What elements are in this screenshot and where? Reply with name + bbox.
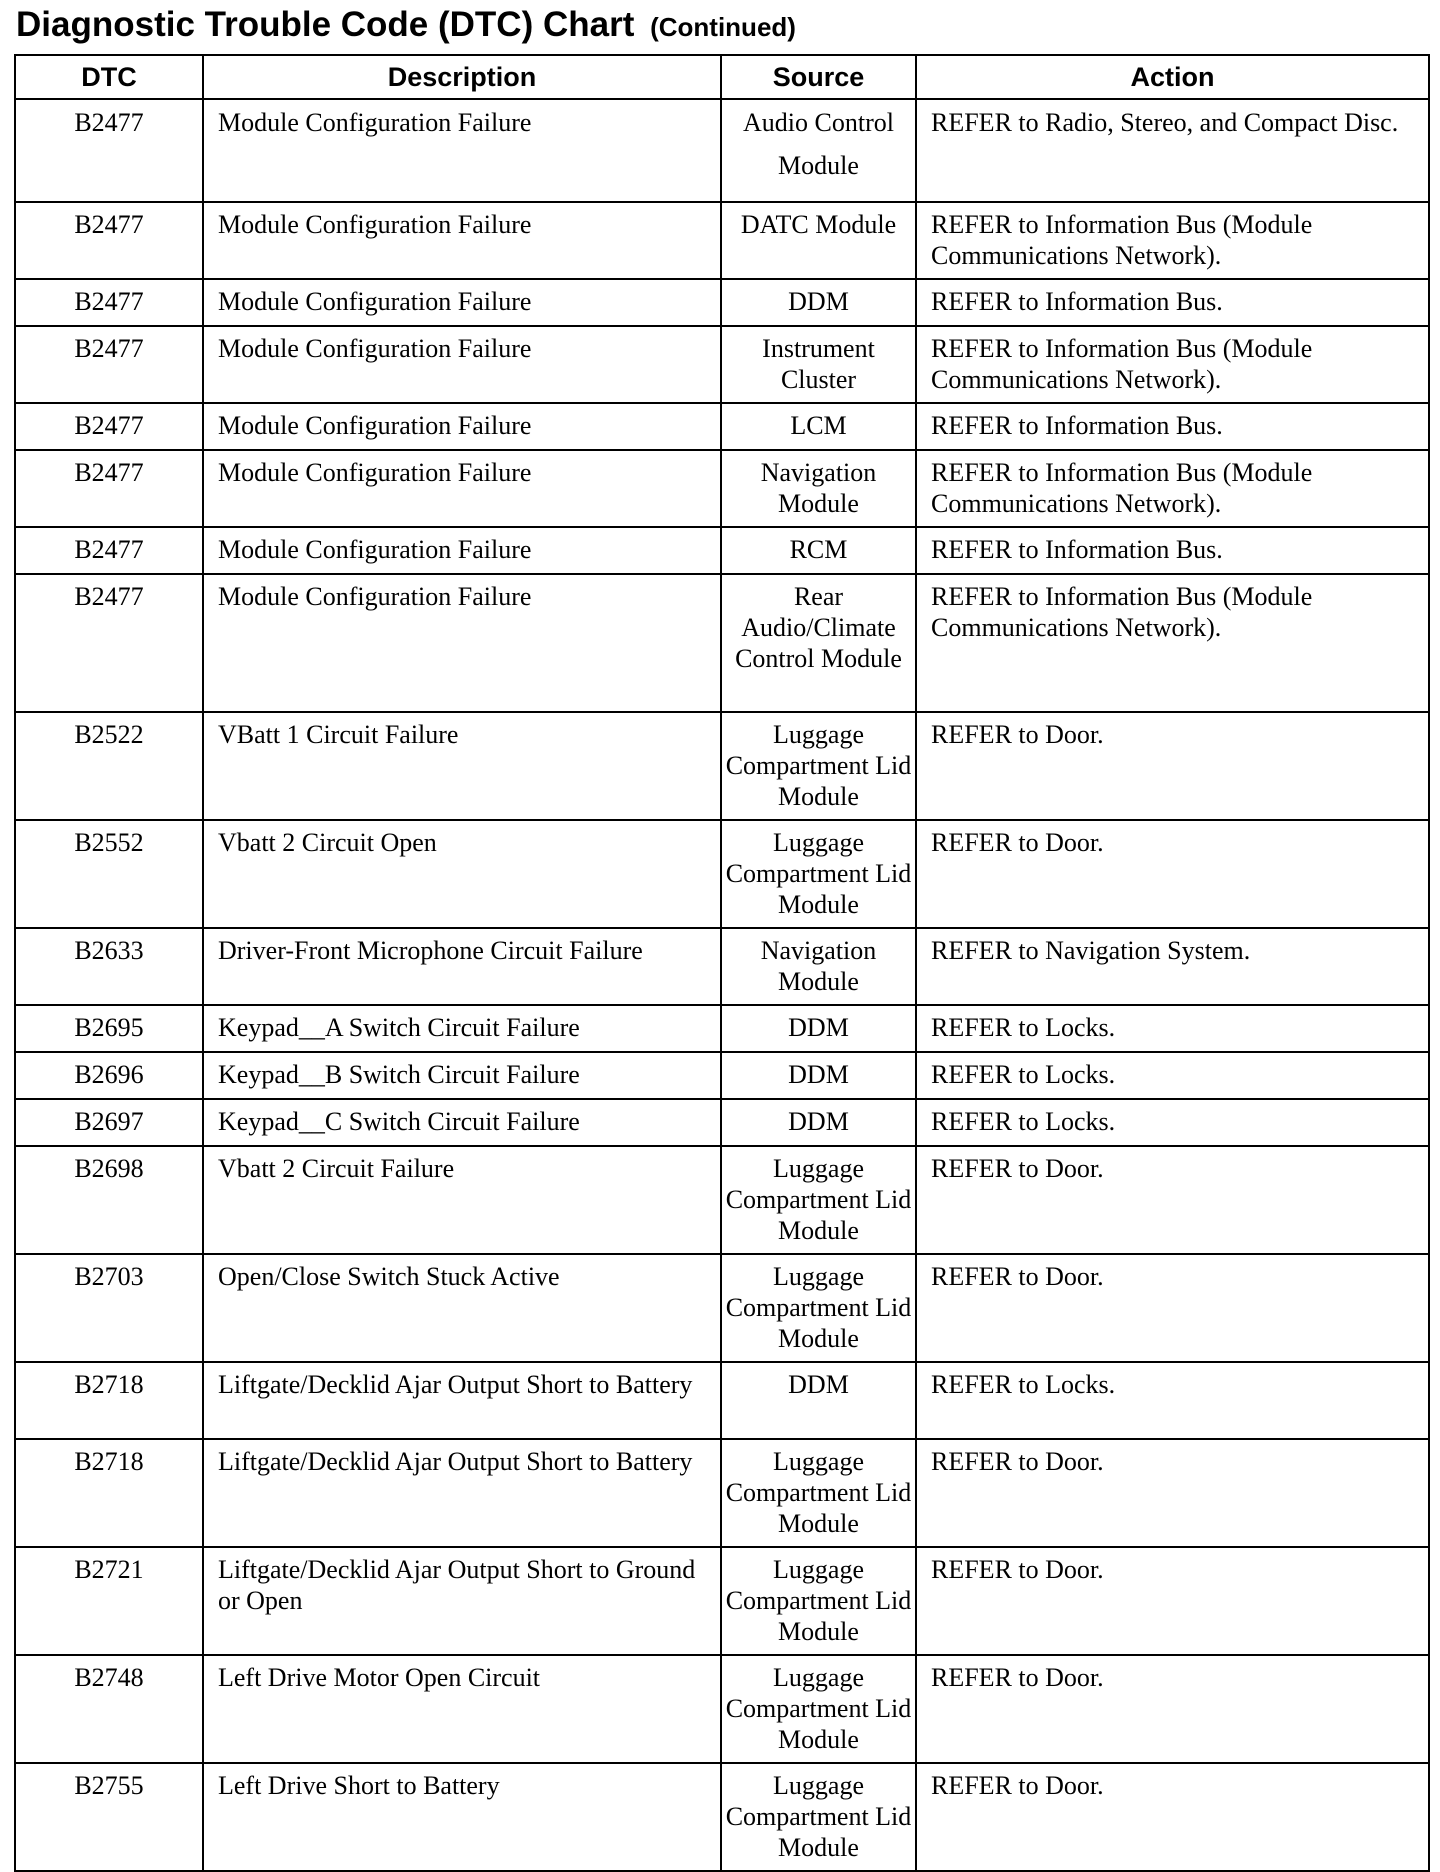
cell-dtc: B2698	[15, 1146, 203, 1254]
header-dtc: DTC	[15, 55, 203, 99]
cell-action: REFER to Information Bus (Module Communications Network).	[916, 574, 1429, 712]
title-continued: (Continued)	[650, 12, 796, 42]
cell-action: REFER to Radio, Stereo, and Compact Disc.	[916, 99, 1429, 202]
table-row	[15, 1362, 1429, 1439]
table-row	[15, 1763, 1429, 1871]
header-source: Source	[721, 55, 916, 99]
table-row	[15, 1146, 1429, 1254]
cell-dtc: B2477	[15, 403, 203, 450]
dtc-table	[14, 54, 1430, 1872]
cell-dtc: B2552	[15, 820, 203, 928]
cell-description: Module Configuration Failure	[203, 279, 721, 326]
cell-source: LCM	[721, 403, 916, 450]
table-row	[15, 1655, 1429, 1763]
table-row	[15, 326, 1429, 403]
cell-source: DDM	[721, 1052, 916, 1099]
cell-dtc: B2755	[15, 1763, 203, 1871]
cell-description: Module Configuration Failure	[203, 99, 721, 202]
cell-action: REFER to Information Bus.	[916, 403, 1429, 450]
cell-source: Luggage Compartment Lid Module	[721, 1146, 916, 1254]
cell-description: Keypad__B Switch Circuit Failure	[203, 1052, 721, 1099]
table-row	[15, 928, 1429, 1005]
cell-source: Luggage Compartment Lid Module	[721, 820, 916, 928]
cell-action: REFER to Door.	[916, 1547, 1429, 1655]
cell-description: Module Configuration Failure	[203, 527, 721, 574]
cell-description: Open/Close Switch Stuck Active	[203, 1254, 721, 1362]
cell-description: Driver-Front Microphone Circuit Failure	[203, 928, 721, 1005]
cell-source: DDM	[721, 1099, 916, 1146]
cell-dtc: B2718	[15, 1439, 203, 1547]
cell-source: Audio Control Module	[721, 99, 916, 202]
table-row	[15, 527, 1429, 574]
cell-action: REFER to Door.	[916, 1655, 1429, 1763]
cell-source: Luggage Compartment Lid Module	[721, 1547, 916, 1655]
cell-action: REFER to Information Bus (Module Communications Network).	[916, 202, 1429, 279]
cell-description: Module Configuration Failure	[203, 202, 721, 279]
cell-dtc: B2477	[15, 326, 203, 403]
cell-source: Navigation Module	[721, 928, 916, 1005]
table-row	[15, 1254, 1429, 1362]
cell-description: Left Drive Short to Battery	[203, 1763, 721, 1871]
table-row	[15, 403, 1429, 450]
cell-description: Liftgate/Decklid Ajar Output Short to Battery	[203, 1362, 721, 1439]
cell-description: Keypad__C Switch Circuit Failure	[203, 1099, 721, 1146]
cell-action: REFER to Door.	[916, 1763, 1429, 1871]
cell-source: Luggage Compartment Lid Module	[721, 712, 916, 820]
cell-description: Module Configuration Failure	[203, 326, 721, 403]
cell-dtc: B2477	[15, 574, 203, 712]
table-row	[15, 1005, 1429, 1052]
cell-action: REFER to Door.	[916, 712, 1429, 820]
cell-source: Luggage Compartment Lid Module	[721, 1763, 916, 1871]
cell-source: Navigation Module	[721, 450, 916, 527]
cell-source: DDM	[721, 1362, 916, 1439]
table-row	[15, 1099, 1429, 1146]
header-description: Description	[203, 55, 721, 99]
cell-action: REFER to Door.	[916, 1146, 1429, 1254]
cell-source: DDM	[721, 1005, 916, 1052]
cell-dtc: B2695	[15, 1005, 203, 1052]
table-row	[15, 820, 1429, 928]
cell-source: RCM	[721, 527, 916, 574]
cell-description: Vbatt 2 Circuit Open	[203, 820, 721, 928]
cell-action: REFER to Information Bus (Module Communications Network).	[916, 326, 1429, 403]
cell-dtc: B2633	[15, 928, 203, 1005]
cell-action: REFER to Information Bus.	[916, 527, 1429, 574]
cell-dtc: B2718	[15, 1362, 203, 1439]
cell-description: Left Drive Motor Open Circuit	[203, 1655, 721, 1763]
cell-dtc: B2748	[15, 1655, 203, 1763]
cell-dtc: B2477	[15, 279, 203, 326]
cell-source: Luggage Compartment Lid Module	[721, 1655, 916, 1763]
cell-description: Module Configuration Failure	[203, 574, 721, 712]
cell-dtc: B2703	[15, 1254, 203, 1362]
table-row	[15, 1052, 1429, 1099]
table-row	[15, 99, 1429, 202]
cell-dtc: B2477	[15, 450, 203, 527]
cell-description: Module Configuration Failure	[203, 450, 721, 527]
cell-action: REFER to Door.	[916, 820, 1429, 928]
cell-action: REFER to Information Bus (Module Communications Network).	[916, 450, 1429, 527]
cell-source: Rear Audio/Climate Control Module	[721, 574, 916, 712]
table-row	[15, 1439, 1429, 1547]
table-row	[15, 202, 1429, 279]
cell-action: REFER to Information Bus.	[916, 279, 1429, 326]
table-row	[15, 279, 1429, 326]
cell-dtc: B2522	[15, 712, 203, 820]
cell-action: REFER to Locks.	[916, 1052, 1429, 1099]
cell-description: Keypad__A Switch Circuit Failure	[203, 1005, 721, 1052]
cell-action: REFER to Locks.	[916, 1005, 1429, 1052]
table-row	[15, 712, 1429, 820]
cell-source: DATC Module	[721, 202, 916, 279]
title-main: Diagnostic Trouble Code (DTC) Chart	[16, 5, 635, 44]
cell-action: REFER to Locks.	[916, 1099, 1429, 1146]
cell-source: Instrument Cluster	[721, 326, 916, 403]
cell-description: VBatt 1 Circuit Failure	[203, 712, 721, 820]
cell-description: Liftgate/Decklid Ajar Output Short to Ground or Open	[203, 1547, 721, 1655]
cell-dtc: B2696	[15, 1052, 203, 1099]
cell-action: REFER to Navigation System.	[916, 928, 1429, 1005]
cell-dtc: B2721	[15, 1547, 203, 1655]
cell-source: Luggage Compartment Lid Module	[721, 1254, 916, 1362]
cell-description: Liftgate/Decklid Ajar Output Short to Battery	[203, 1439, 721, 1547]
cell-source: Luggage Compartment Lid Module	[721, 1439, 916, 1547]
cell-action: REFER to Door.	[916, 1254, 1429, 1362]
cell-dtc: B2697	[15, 1099, 203, 1146]
header-action: Action	[916, 55, 1429, 99]
table-row	[15, 450, 1429, 527]
cell-dtc: B2477	[15, 99, 203, 202]
cell-action: REFER to Door.	[916, 1439, 1429, 1547]
table-row	[15, 1547, 1429, 1655]
table-header-row	[15, 55, 1429, 99]
cell-dtc: B2477	[15, 527, 203, 574]
table-row	[15, 574, 1429, 712]
cell-dtc: B2477	[15, 202, 203, 279]
cell-description: Vbatt 2 Circuit Failure	[203, 1146, 721, 1254]
cell-description: Module Configuration Failure	[203, 403, 721, 450]
page-title	[16, 4, 796, 48]
cell-source: DDM	[721, 279, 916, 326]
cell-action: REFER to Locks.	[916, 1362, 1429, 1439]
